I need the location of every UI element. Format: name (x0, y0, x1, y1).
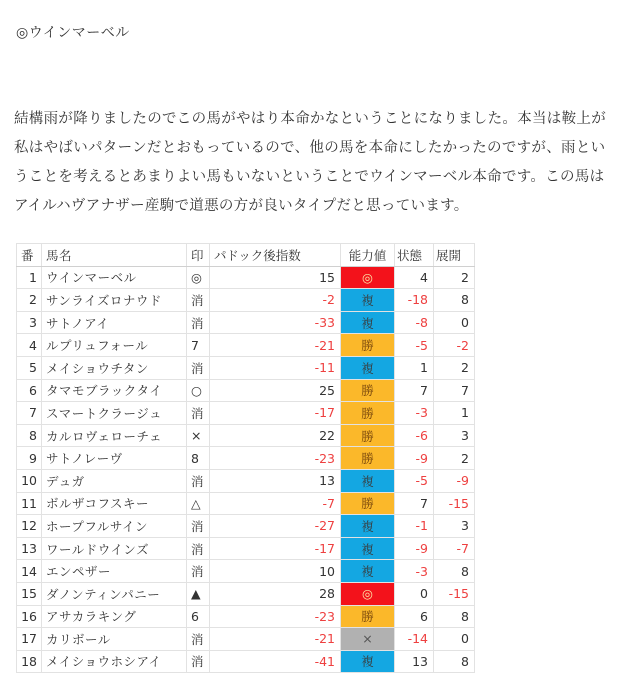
cell-development: 8 (434, 289, 475, 312)
table-row (17, 492, 475, 515)
table-row (17, 537, 475, 560)
cell-state: -8 (395, 311, 434, 334)
cell-mark: ○ (187, 379, 210, 402)
cell-state: 0 (395, 582, 434, 605)
cell-state: 4 (395, 266, 434, 289)
cell-horse-name: メイショウホシアイ (42, 650, 187, 673)
cell-ability: × (341, 628, 395, 651)
cell-horse-name: スマートクラージュ (42, 402, 187, 425)
cell-state: 13 (395, 650, 434, 673)
header-mark: 印 (187, 244, 210, 267)
cell-mark: 消 (187, 469, 210, 492)
cell-development: 3 (434, 515, 475, 538)
table-row (17, 289, 475, 312)
table-row (17, 402, 475, 425)
cell-state: -14 (395, 628, 434, 651)
cell-ability: 勝 (341, 402, 395, 425)
cell-paddock-index: -23 (210, 447, 341, 470)
cell-paddock-index: 10 (210, 560, 341, 583)
cell-horse-name: ホープフルサイン (42, 515, 187, 538)
cell-horse-name: デュガ (42, 469, 187, 492)
cell-mark: 消 (187, 650, 210, 673)
cell-state: 1 (395, 356, 434, 379)
cell-ability: 勝 (341, 379, 395, 402)
post-title: ◎ウインマーベル (16, 25, 130, 41)
header-name: 馬名 (42, 244, 187, 267)
cell-state: 6 (395, 605, 434, 628)
table-row (17, 334, 475, 357)
cell-mark: ▲ (187, 582, 210, 605)
cell-num: 14 (17, 560, 42, 583)
cell-horse-name: ルプリュフォール (42, 334, 187, 357)
body-line: アイルハヴアナザー産駒で道悪の方が良いタイプだと思っています。 (14, 198, 469, 214)
cell-num: 2 (17, 289, 42, 312)
cell-development: -9 (434, 469, 475, 492)
cell-horse-name: サトノアイ (42, 311, 187, 334)
cell-mark: 7 (187, 334, 210, 357)
cell-development: 8 (434, 605, 475, 628)
table-row (17, 447, 475, 470)
cell-state: 7 (395, 379, 434, 402)
cell-mark: × (187, 424, 210, 447)
cell-horse-name: メイショウチタン (42, 356, 187, 379)
cell-num: 10 (17, 469, 42, 492)
cell-development: 8 (434, 650, 475, 673)
cell-mark: 消 (187, 289, 210, 312)
cell-paddock-index: 22 (210, 424, 341, 447)
cell-num: 9 (17, 447, 42, 470)
cell-mark: 消 (187, 515, 210, 538)
cell-horse-name: タマモブラックタイ (42, 379, 187, 402)
cell-ability: 勝 (341, 424, 395, 447)
cell-ability: 複 (341, 469, 395, 492)
cell-mark: 消 (187, 356, 210, 379)
cell-horse-name: ボルザコフスキー (42, 492, 187, 515)
cell-num: 1 (17, 266, 42, 289)
table-row (17, 582, 475, 605)
cell-state: -3 (395, 402, 434, 425)
post-body (14, 105, 634, 221)
cell-paddock-index: -21 (210, 628, 341, 651)
cell-num: 15 (17, 582, 42, 605)
header-state: 状態 (395, 244, 434, 267)
cell-state: -5 (395, 334, 434, 357)
cell-mark: ◎ (187, 266, 210, 289)
cell-state: -9 (395, 447, 434, 470)
cell-mark: △ (187, 492, 210, 515)
cell-ability: 勝 (341, 605, 395, 628)
cell-num: 18 (17, 650, 42, 673)
table-row (17, 515, 475, 538)
cell-ability: 複 (341, 311, 395, 334)
cell-num: 4 (17, 334, 42, 357)
horse-rating-table (16, 243, 475, 673)
cell-num: 7 (17, 402, 42, 425)
cell-horse-name: カルロヴェローチェ (42, 424, 187, 447)
cell-ability: 複 (341, 356, 395, 379)
cell-development: -7 (434, 537, 475, 560)
cell-horse-name: サトノレーヴ (42, 447, 187, 470)
cell-paddock-index: -21 (210, 334, 341, 357)
cell-development: 2 (434, 266, 475, 289)
cell-mark: 6 (187, 605, 210, 628)
cell-ability: 複 (341, 650, 395, 673)
header-num: 番 (17, 244, 42, 267)
cell-mark: 消 (187, 628, 210, 651)
cell-development: 2 (434, 447, 475, 470)
table-row (17, 650, 475, 673)
cell-horse-name: ウインマーベル (42, 266, 187, 289)
cell-num: 12 (17, 515, 42, 538)
cell-paddock-index: -33 (210, 311, 341, 334)
cell-ability: 複 (341, 515, 395, 538)
body-line: 結構雨が降りましたのでこの馬がやはり本命かなということになりました。本当は鞍上が (14, 111, 606, 127)
cell-paddock-index: 15 (210, 266, 341, 289)
table-row (17, 469, 475, 492)
cell-paddock-index: -23 (210, 605, 341, 628)
cell-paddock-index: -17 (210, 402, 341, 425)
cell-development: 0 (434, 311, 475, 334)
cell-state: -18 (395, 289, 434, 312)
cell-mark: 8 (187, 447, 210, 470)
cell-development: 7 (434, 379, 475, 402)
cell-num: 11 (17, 492, 42, 515)
header-paddock: パドック後指数 (210, 244, 341, 267)
cell-paddock-index: -11 (210, 356, 341, 379)
cell-development: 8 (434, 560, 475, 583)
cell-ability: 複 (341, 537, 395, 560)
table-header-row (17, 244, 475, 267)
cell-num: 16 (17, 605, 42, 628)
cell-paddock-index: 28 (210, 582, 341, 605)
body-line: うことを考えるとあまりよい馬もいないということでウインマーベル本命です。この馬は (14, 169, 605, 185)
cell-development: -15 (434, 582, 475, 605)
cell-horse-name: アサカラキング (42, 605, 187, 628)
cell-num: 6 (17, 379, 42, 402)
cell-development: 3 (434, 424, 475, 447)
cell-paddock-index: -27 (210, 515, 341, 538)
cell-state: -6 (395, 424, 434, 447)
cell-state: -3 (395, 560, 434, 583)
cell-ability: 勝 (341, 334, 395, 357)
cell-ability: ◎ (341, 582, 395, 605)
cell-ability: 勝 (341, 447, 395, 470)
cell-num: 13 (17, 537, 42, 560)
table-row (17, 311, 475, 334)
table-row (17, 424, 475, 447)
cell-state: 7 (395, 492, 434, 515)
table-row (17, 379, 475, 402)
cell-mark: 消 (187, 560, 210, 583)
cell-state: -5 (395, 469, 434, 492)
cell-horse-name: カリボール (42, 628, 187, 651)
cell-mark: 消 (187, 311, 210, 334)
cell-ability: 複 (341, 289, 395, 312)
cell-horse-name: ダノンティンパニー (42, 582, 187, 605)
cell-paddock-index: -17 (210, 537, 341, 560)
cell-ability: ◎ (341, 266, 395, 289)
cell-development: -2 (434, 334, 475, 357)
cell-ability: 勝 (341, 492, 395, 515)
cell-development: 0 (434, 628, 475, 651)
cell-num: 3 (17, 311, 42, 334)
cell-paddock-index: -41 (210, 650, 341, 673)
cell-horse-name: サンライズロナウド (42, 289, 187, 312)
header-development: 展開 (434, 244, 475, 267)
table-row (17, 266, 475, 289)
cell-state: -1 (395, 515, 434, 538)
cell-development: -15 (434, 492, 475, 515)
cell-horse-name: ワールドウインズ (42, 537, 187, 560)
table-row (17, 605, 475, 628)
cell-paddock-index: 13 (210, 469, 341, 492)
cell-state: -9 (395, 537, 434, 560)
cell-num: 8 (17, 424, 42, 447)
cell-paddock-index: -2 (210, 289, 341, 312)
cell-ability: 複 (341, 560, 395, 583)
cell-num: 17 (17, 628, 42, 651)
table-row (17, 560, 475, 583)
cell-mark: 消 (187, 402, 210, 425)
header-ability: 能力値 (341, 244, 395, 267)
cell-num: 5 (17, 356, 42, 379)
table-row (17, 628, 475, 651)
body-line: 私はやばいパターンだとおもっているので、他の馬を本命にしたかったのですが、雨とい (14, 140, 606, 156)
cell-paddock-index: -7 (210, 492, 341, 515)
cell-development: 2 (434, 356, 475, 379)
table-row (17, 356, 475, 379)
cell-development: 1 (434, 402, 475, 425)
cell-mark: 消 (187, 537, 210, 560)
table-body (17, 266, 475, 673)
cell-horse-name: エンペザー (42, 560, 187, 583)
cell-paddock-index: 25 (210, 379, 341, 402)
